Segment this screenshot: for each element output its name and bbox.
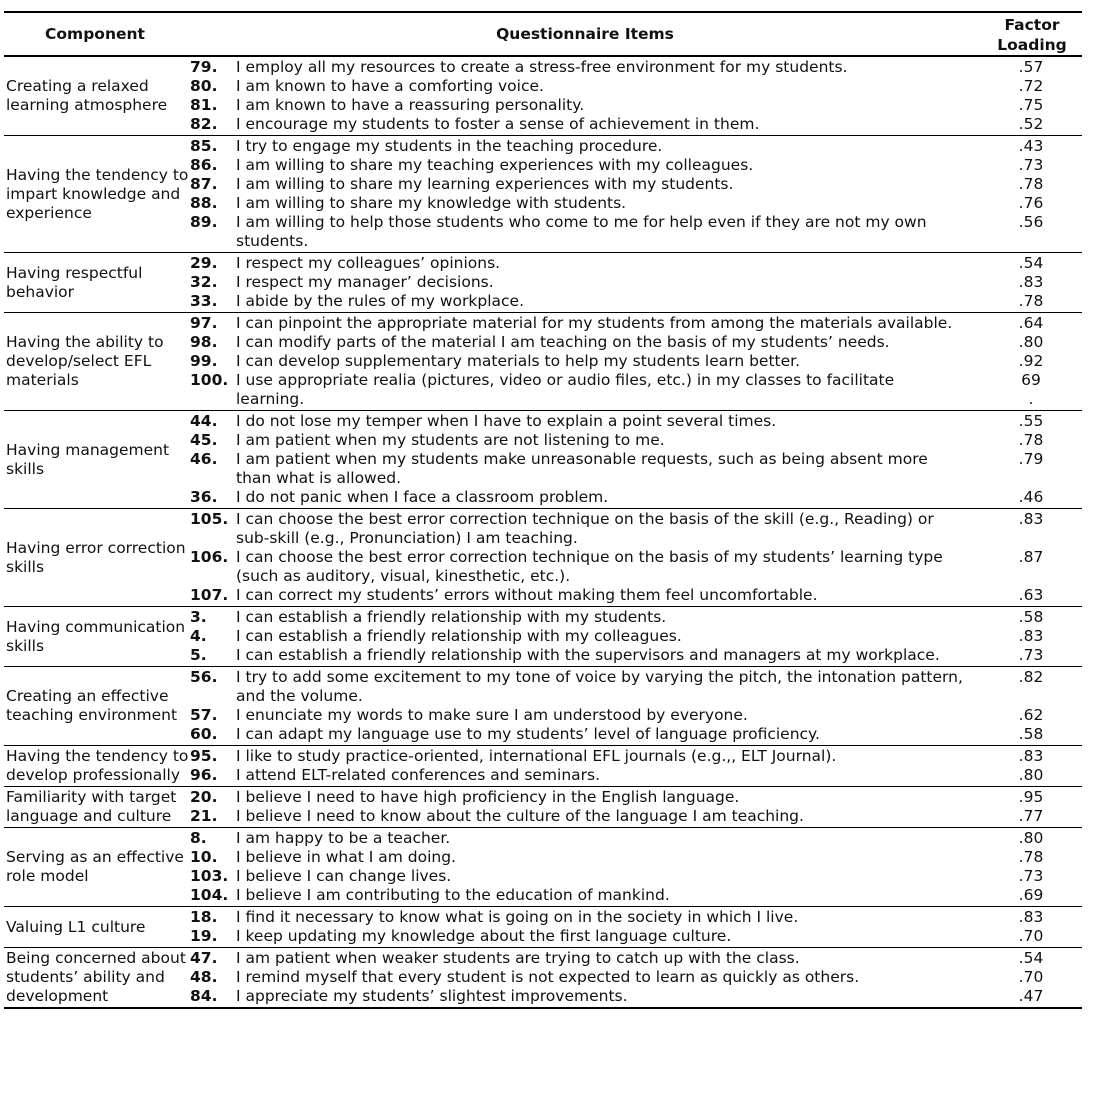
item-list [190,313,1082,410]
item-text: I can adapt my language use to my students’ level of language proficiency. [236,725,820,743]
factor-loading-value: .69 [1018,886,1044,904]
table-row [190,867,1082,886]
factor-loading-value: .47 [1018,987,1044,1005]
factor-loading-value: .77 [1018,807,1044,825]
table-header [4,13,1082,57]
table-row [190,627,1082,646]
item-text: I do not lose my temper when I have to explain a point several times. [236,412,777,430]
item-text: I believe in what I am doing. [236,848,456,866]
factor-loading-value: .83 [1018,747,1044,765]
table-row [190,77,1082,96]
item-number: 103. [190,867,229,885]
factor-loading-value: .83 [1018,908,1044,926]
table-row [190,668,1082,706]
factor-loading-value: .62 [1018,706,1044,724]
table-row [190,510,1082,548]
component-name: Familiarity with target language and culture [6,788,177,825]
component-name: Having respectful behavior [6,263,143,301]
item-text: I try to add some excitement to my tone of voice by varying the pitch, the intonation pattern, and the volume. [236,668,963,705]
item-text: I believe I need to know about the culture of the language I am teaching. [236,807,804,825]
item-number: 82. [190,115,218,133]
item-text: I can pinpoint the appropriate material for my students from among the materials available. [236,314,953,332]
factor-loading-value: 69 . [1021,371,1041,408]
item-list [190,948,1082,1007]
item-text: I respect my manager’ decisions. [236,273,494,291]
table-row [190,371,1082,409]
item-number: 3. [190,608,207,626]
item-list [190,667,1082,745]
item-number: 87. [190,175,218,193]
component-group [4,948,1082,1007]
factor-loading-value: .80 [1018,333,1044,351]
table-row [190,412,1082,431]
item-number: 33. [190,292,218,310]
table-row [190,829,1082,848]
item-number: 81. [190,96,218,114]
table-row [190,848,1082,867]
item-number: 47. [190,949,218,967]
item-text: I am willing to share my learning experiences with my students. [236,175,734,193]
item-number: 80. [190,77,218,95]
factor-loading-value: .70 [1018,968,1044,986]
table-row [190,908,1082,927]
item-number: 98. [190,333,218,351]
item-number: 79. [190,58,218,76]
item-number: 107. [190,586,229,604]
table-row [190,292,1082,311]
item-text: I do not panic when I face a classroom problem. [236,488,609,506]
item-number: 84. [190,987,218,1005]
component-group [4,746,1082,787]
component-group [4,136,1082,253]
factor-loading-value: .76 [1018,194,1044,212]
item-text: I can establish a friendly relationship with the supervisors and managers at my workplace. [236,646,940,664]
item-list [190,746,1082,786]
item-text: I believe I need to have high proficiency in the English language. [236,788,740,806]
factor-loading-value: .92 [1018,352,1044,370]
table-row [190,431,1082,450]
item-number: 10. [190,848,218,866]
table-row [190,194,1082,213]
item-number: 5. [190,646,207,664]
item-text: I believe I can change lives. [236,867,452,885]
table-row [190,254,1082,273]
factor-loading-value: .63 [1018,586,1044,604]
component-name: Having the ability to develop/select EFL materials [6,333,164,389]
component-group [4,313,1082,411]
item-number: 97. [190,314,218,332]
table-row [190,807,1082,826]
factor-loading-value: .57 [1018,58,1044,76]
table-row [190,987,1082,1006]
item-text: I like to study practice-oriented, international EFL journals (e.g.,, ELT Journal). [236,747,837,765]
item-list [190,787,1082,827]
item-list [190,828,1082,906]
item-text: I can establish a friendly relationship with my colleagues. [236,627,682,645]
component-name: Having the tendency to develop professionally [6,747,189,784]
item-text: I use appropriate realia (pictures, video or audio files, etc.) in my classes to facilitate learning. [236,371,895,408]
component-name: Creating a relaxed learning atmosphere [6,77,168,114]
factor-loading-value: .73 [1018,867,1044,885]
table-row [190,213,1082,251]
item-number: 4. [190,627,207,645]
item-number: 96. [190,766,218,784]
item-text: I encourage my students to foster a sense of achievement in them. [236,115,760,133]
table-row [190,706,1082,725]
factor-loading-table [4,11,1082,1009]
factor-loading-value: .78 [1018,431,1044,449]
factor-loading-value: .46 [1018,488,1044,506]
item-number: 85. [190,137,218,155]
factor-loading-value: .95 [1018,788,1044,806]
item-number: 86. [190,156,218,174]
factor-loading-value: .75 [1018,96,1044,114]
table-row [190,608,1082,627]
item-text: I am patient when my students are not listening to me. [236,431,665,449]
item-text: I enunciate my words to make sure I am understood by everyone. [236,706,748,724]
item-text: I remind myself that every student is not expected to learn as quickly as others. [236,968,860,986]
table-body [4,57,1082,1007]
table-row [190,548,1082,586]
factor-loading-value: .64 [1018,314,1044,332]
item-text: I appreciate my students’ slightest improvements. [236,987,628,1005]
item-number: 56. [190,668,218,686]
header-factor-loading: Factor Loading [997,16,1067,54]
table-row [190,586,1082,605]
item-text: I am patient when my students make unreasonable requests, such as being absent more than what is allowed. [236,450,928,487]
component-group [4,787,1082,828]
item-list [190,907,1082,947]
table-row [190,450,1082,488]
component-name: Having management skills [6,440,170,478]
table-row [190,58,1082,77]
item-number: 32. [190,273,218,291]
factor-loading-value: .72 [1018,77,1044,95]
header-component: Component [45,25,145,43]
item-number: 48. [190,968,218,986]
component-name: Being concerned about students’ ability and development [6,949,186,1005]
item-text: I abide by the rules of my workplace. [236,292,524,310]
header-questionnaire-items: Questionnaire Items [496,25,674,43]
item-number: 21. [190,807,218,825]
factor-loading-value: .43 [1018,137,1044,155]
item-list [190,253,1082,312]
item-list [190,136,1082,252]
table-row [190,333,1082,352]
table-row [190,156,1082,175]
item-number: 105. [190,510,229,528]
component-name: Creating an effective teaching environment [6,687,178,724]
component-group [4,828,1082,907]
item-number: 8. [190,829,207,847]
factor-loading-value: .82 [1018,668,1044,686]
factor-loading-value: .73 [1018,646,1044,664]
item-text: I can correct my students’ errors without making them feel uncomfortable. [236,586,818,604]
component-name: Having error correction skills [6,538,186,576]
item-text: I can choose the best error correction technique on the basis of my students’ learning type (such as auditory, visual, kinesthetic, etc.). [236,548,943,585]
factor-loading-value: .58 [1018,608,1044,626]
item-text: I attend ELT-related conferences and seminars. [236,766,601,784]
item-text: I respect my colleagues’ opinions. [236,254,501,272]
component-name: Valuing L1 culture [6,917,146,936]
component-group [4,907,1082,948]
factor-loading-value: .83 [1018,627,1044,645]
table-row [190,886,1082,905]
item-number: 99. [190,352,218,370]
item-text: I employ all my resources to create a stress-free environment for my students. [236,58,848,76]
component-group [4,509,1082,607]
factor-loading-value: .55 [1018,412,1044,430]
item-number: 18. [190,908,218,926]
table-row [190,175,1082,194]
factor-loading-value: .80 [1018,829,1044,847]
item-number: 89. [190,213,218,231]
factor-loading-value: .78 [1018,848,1044,866]
factor-loading-value: .83 [1018,273,1044,291]
item-text: I am willing to share my teaching experiences with my colleagues. [236,156,754,174]
item-text: I am patient when weaker students are trying to catch up with the class. [236,949,800,967]
item-text: I try to engage my students in the teaching procedure. [236,137,663,155]
table-row [190,927,1082,946]
item-number: 57. [190,706,218,724]
table-row [190,766,1082,785]
factor-loading-value: .78 [1018,292,1044,310]
factor-loading-value: .54 [1018,254,1044,272]
factor-loading-value: .70 [1018,927,1044,945]
item-text: I believe I am contributing to the education of mankind. [236,886,670,904]
table-row [190,96,1082,115]
table-row [190,646,1082,665]
component-group [4,667,1082,746]
item-text: I can establish a friendly relationship with my students. [236,608,667,626]
component-name: Serving as an effective role model [6,848,184,885]
factor-loading-value: .87 [1018,548,1044,566]
item-text: I am willing to share my knowledge with students. [236,194,627,212]
item-number: 46. [190,450,218,468]
table-row [190,314,1082,333]
item-number: 95. [190,747,218,765]
item-list [190,57,1082,135]
item-text: I am known to have a comforting voice. [236,77,544,95]
item-text: I am willing to help those students who come to me for help even if they are not my own students. [236,213,927,250]
item-text: I find it necessary to know what is going on in the society in which I live. [236,908,799,926]
item-number: 60. [190,725,218,743]
item-list [190,607,1082,666]
item-number: 104. [190,886,229,904]
table-row [190,488,1082,507]
factor-loading-value: .56 [1018,213,1044,231]
item-text: I keep updating my knowledge about the first language culture. [236,927,732,945]
factor-loading-value: .83 [1018,510,1044,528]
factor-loading-value: .58 [1018,725,1044,743]
item-number: 20. [190,788,218,806]
item-number: 45. [190,431,218,449]
item-number: 36. [190,488,218,506]
item-text: I am known to have a reassuring personality. [236,96,585,114]
component-group [4,411,1082,509]
factor-loading-value: .78 [1018,175,1044,193]
item-number: 44. [190,412,218,430]
item-list [190,509,1082,606]
factor-loading-value: .54 [1018,949,1044,967]
item-text: I can modify parts of the material I am teaching on the basis of my students’ needs. [236,333,890,351]
table-row [190,725,1082,744]
item-list [190,411,1082,508]
table-row [190,352,1082,371]
component-group [4,253,1082,313]
component-group [4,607,1082,667]
table-row [190,273,1082,292]
table-row [190,788,1082,807]
component-name: Having communication skills [6,617,186,655]
item-text: I am happy to be a teacher. [236,829,451,847]
item-text: I can develop supplementary materials to help my students learn better. [236,352,801,370]
factor-loading-value: .79 [1018,450,1044,468]
table-row [190,949,1082,968]
item-number: 88. [190,194,218,212]
table-row [190,137,1082,156]
factor-loading-value: .52 [1018,115,1044,133]
table-row [190,115,1082,134]
table-row [190,747,1082,766]
factor-loading-value: .73 [1018,156,1044,174]
item-text: I can choose the best error correction technique on the basis of the skill (e.g., Reading) or sub-skill (e.g., Pronunciation) I am teaching. [236,510,934,547]
component-group [4,57,1082,136]
item-number: 19. [190,927,218,945]
item-number: 100. [190,371,229,389]
item-number: 106. [190,548,229,566]
factor-loading-value: .80 [1018,766,1044,784]
item-number: 29. [190,254,218,272]
table-row [190,968,1082,987]
component-name: Having the tendency to impart knowledge and experience [6,165,189,222]
